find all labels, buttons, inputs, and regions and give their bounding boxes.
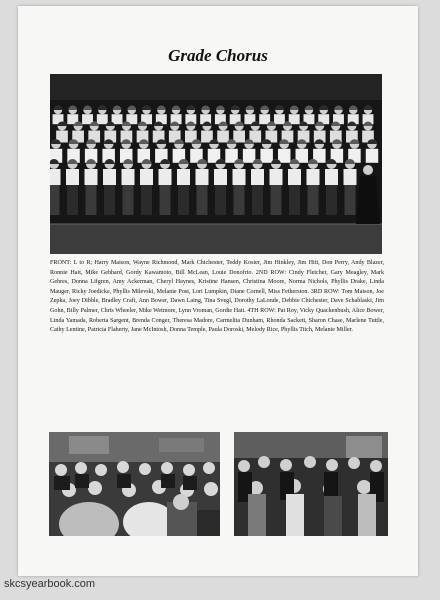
singer-legs [67, 185, 78, 215]
singer-body [366, 149, 378, 163]
singer-body [122, 169, 135, 185]
yearbook-page [18, 6, 418, 576]
singer-body [233, 131, 245, 143]
audience-photo-right [234, 432, 388, 536]
singer-legs [326, 185, 337, 215]
singer-legs [86, 185, 97, 215]
teacher-head [363, 165, 373, 175]
singer-legs [234, 185, 245, 215]
singer-legs [50, 185, 60, 215]
singer-legs [289, 185, 300, 215]
page-title: Grade Chorus [168, 46, 268, 65]
singer-legs [160, 185, 171, 215]
singer-legs [123, 185, 134, 215]
singer-legs [252, 185, 263, 215]
singer-legs [215, 185, 226, 215]
teacher-dress [356, 176, 380, 224]
audience-photo-left [49, 432, 220, 536]
singer-body [270, 169, 283, 185]
singer-body [50, 169, 61, 185]
singer-body [325, 169, 338, 185]
chorus-group-photo [50, 74, 382, 254]
singer-body [196, 169, 209, 185]
singer-body [307, 169, 320, 185]
singer-body [278, 149, 290, 163]
singer-legs [308, 185, 319, 215]
singer-body [97, 114, 108, 124]
singer-body [233, 169, 246, 185]
singer-legs [197, 185, 208, 215]
singer-body [140, 169, 153, 185]
singer-body [214, 169, 227, 185]
singer-body [85, 169, 98, 185]
singer-body [288, 169, 301, 185]
watermark: skcsyearbook.com [4, 578, 96, 590]
singer-body [103, 169, 116, 185]
singer-legs [345, 185, 356, 215]
singer-body [243, 149, 255, 163]
singer-body [251, 169, 264, 185]
singer-body [177, 169, 190, 185]
singer-legs [178, 185, 189, 215]
photo-caption: FRONT: L to R; Harry Maison, Wayne Richmond, Mark Chichester, Teddy Kosier, Jim Hinkley, Jim Hitt, Don Perry, Andy Blazer, Ronnie Hait, Mike Gebhard, Gordy Kawamoto, Bill McLean, Louie Donofrio. 2ND ROW: Cindy Fletcher, Gary Meagley, Mark Gehres, Donna Lifgren, Amy Ackerman, Cheryl Haynes, Kristine Hansen, Christina Moore, Norma Nichols, Phyllis Drake, Linda Mauger, Ricky Joedicke, Phyllis Milevski, Melanie Post, Lori Lumpkin, Diane Cornell, Miss Fetherston. 3RD ROW: Tom Maison, Joe Zepka, Joey Dibble, Bradley Craft, Ann Bower, Dawn Laing, Tina Svegl, Dorothy LaLonde, Debbie Chichester, Dave Schablaski, Jim Gohn, Billy Palmer, Chris Wheeler, Mike Wetmore, Lynn Vroman, Gordie Hait. 4TH ROW: Pat Roy, Vicky Quackenbush, Alice Bower, Linda Yamada, Roberta Sargent, Brenda Conger, Theresa Madore, Carmelita Dunham, Rhonda Sackett, Sharon Chase, Marlene Tuttle, Cathy Lentine, Patricia Flaherty, Jane McIntosh, Donna Temple, Paula Doroski, Melody Rice, Phyllis Titch, Melanie Miller. [50, 260, 384, 334]
singer-body [159, 169, 172, 185]
singer-body [217, 131, 229, 143]
singer-legs [104, 185, 115, 215]
singer-body [344, 169, 357, 185]
singer-body [66, 169, 79, 185]
singer-body [260, 149, 272, 163]
singer-legs [271, 185, 282, 215]
singer-body [274, 114, 285, 124]
singer-legs [141, 185, 152, 215]
